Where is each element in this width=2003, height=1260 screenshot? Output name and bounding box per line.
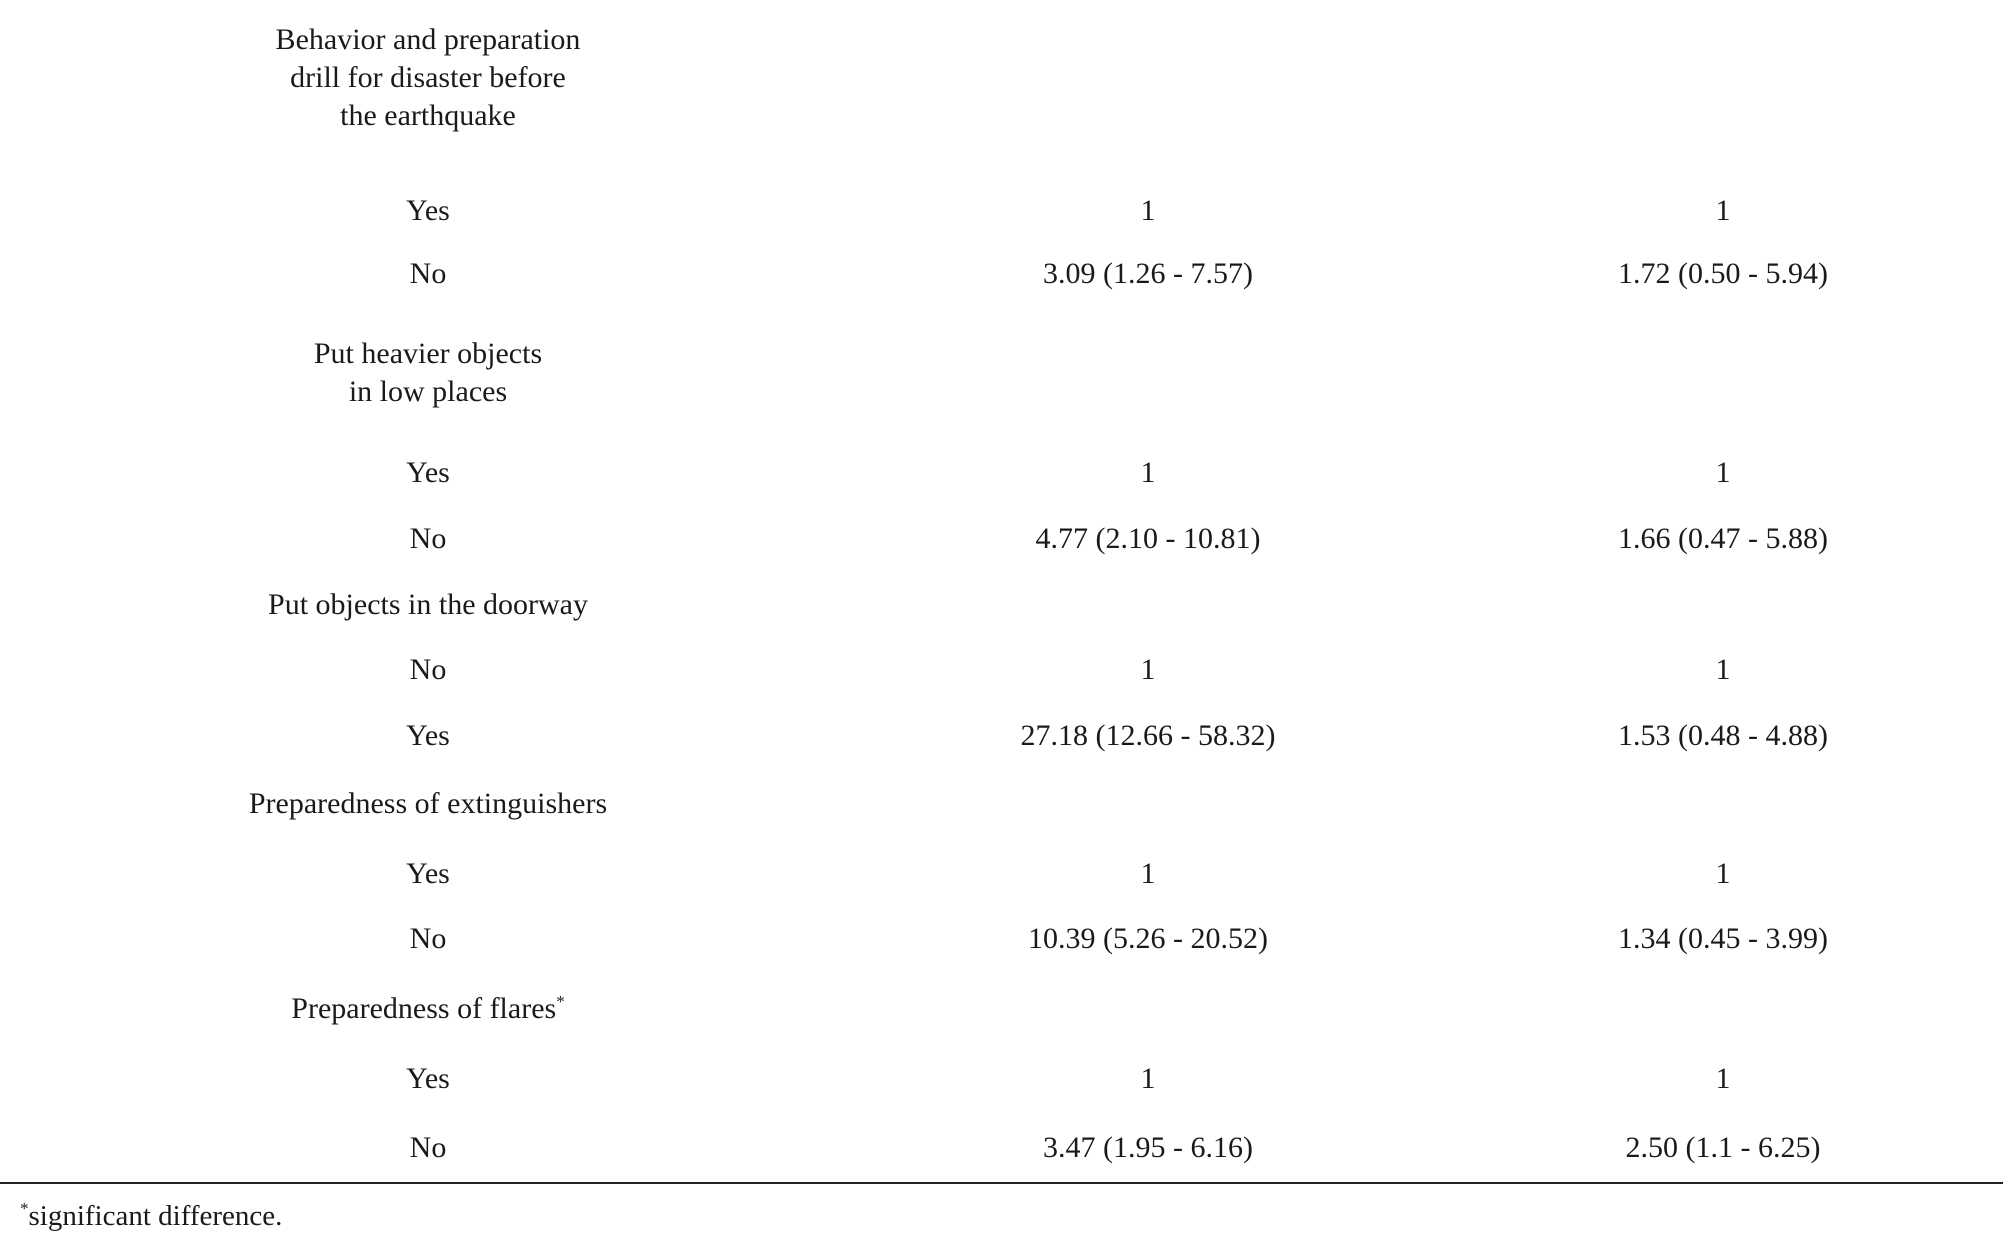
- cell-value: 27.18 (12.66 - 58.32): [1020, 719, 1276, 752]
- cell-value: 1: [1715, 194, 1731, 227]
- cell-value: 1: [1715, 653, 1731, 686]
- cell-value: 1.53 (0.48 - 4.88): [1618, 719, 1828, 752]
- cell-value: 1: [1140, 857, 1156, 890]
- cell-value: 1.72 (0.50 - 5.94): [1618, 257, 1828, 290]
- row-label: No: [409, 522, 447, 555]
- row-label: No: [409, 1131, 447, 1164]
- cell-value: 1: [1140, 653, 1156, 686]
- cell-value: 1: [1715, 1062, 1731, 1095]
- row-label: Yes: [406, 1062, 450, 1095]
- footnote-marker: *: [20, 1199, 29, 1218]
- row-label: Yes: [406, 456, 450, 489]
- cell-value: 1.66 (0.47 - 5.88): [1618, 522, 1828, 555]
- footnote-text: significant difference.: [28, 1200, 283, 1232]
- section-heading-flares: [291, 990, 564, 1028]
- cell-value: 1: [1715, 857, 1731, 890]
- cell-value: 10.39 (5.26 - 20.52): [1028, 922, 1268, 955]
- row-label: No: [409, 653, 447, 686]
- row-label: Yes: [406, 857, 450, 890]
- cell-value: 1: [1140, 1062, 1156, 1095]
- row-label: No: [409, 257, 447, 290]
- cell-value: 1.34 (0.45 - 3.99): [1618, 922, 1828, 955]
- heading-line: Put objects in the doorway: [268, 588, 588, 621]
- heading-line: in low places: [348, 375, 508, 408]
- cell-value: 1: [1140, 456, 1156, 489]
- heading-line: Put heavier objects: [313, 337, 543, 370]
- heading-line: Preparedness of extinguishers: [248, 787, 608, 820]
- section-heading-extinguishers: [249, 785, 607, 823]
- row-label: No: [409, 922, 447, 955]
- heading-line: drill for disaster before: [290, 61, 566, 94]
- cell-value: 3.09 (1.26 - 7.57): [1043, 257, 1253, 290]
- heading-line: Preparedness of flares: [291, 992, 557, 1025]
- section-heading-drill: [276, 21, 581, 135]
- section-heading-heavier-objects: [314, 335, 542, 411]
- cell-value: 2.50 (1.1 - 6.25): [1625, 1131, 1821, 1164]
- heading-line: the earthquake: [340, 99, 516, 132]
- section-heading-doorway: [268, 586, 588, 624]
- heading-line: Behavior and preparation: [275, 23, 581, 56]
- table-bottom-rule: [0, 1182, 2003, 1184]
- row-label: Yes: [406, 194, 450, 227]
- table-footnote: [20, 1197, 282, 1235]
- cell-value: 1: [1715, 456, 1731, 489]
- cell-value: 4.77 (2.10 - 10.81): [1035, 522, 1261, 555]
- cell-value: 1: [1140, 194, 1156, 227]
- significance-marker: *: [556, 992, 565, 1011]
- cell-value: 3.47 (1.95 - 6.16): [1043, 1131, 1253, 1164]
- row-label: Yes: [406, 719, 450, 752]
